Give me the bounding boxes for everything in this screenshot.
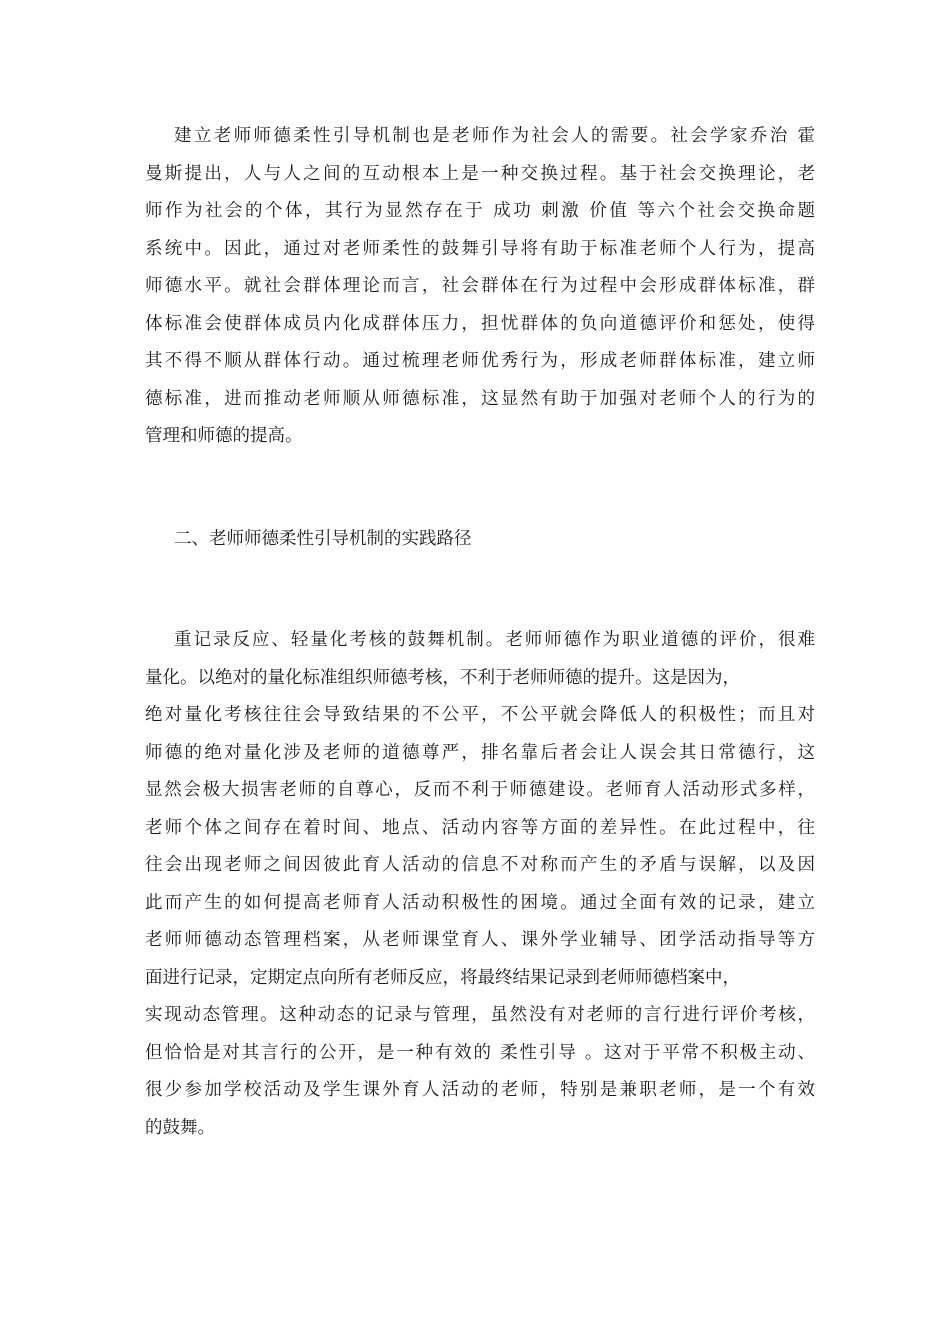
paragraph-2-line: 量化。以绝对的量化标准组织师德考核，不利于老师师德的提升。这是因为， xyxy=(145,667,740,688)
paragraph-2-line: 绝对量化考核往往会导致结果的不公平，不公平就会降低人的积极性；而且对 xyxy=(145,705,815,725)
paragraph-1 xyxy=(145,118,815,456)
paragraph-1-line: 管理和师德的提高。 xyxy=(145,426,303,446)
paragraph-1-line: 德标准，进而推动老师顺从师德标准，这显然有助于加强对老师个人的行为的 xyxy=(145,388,815,409)
paragraph-1-line: 师作为社会的个体，其行为显然存在于 成功 刺激 价值 等六个社会交换命题 xyxy=(145,201,815,221)
paragraph-2-line: 重记录反应、轻量化考核的鼓舞机制。老师师德作为职业道德的评价，很难 xyxy=(174,630,815,650)
paragraph-1-line: 师德水平。就社会群体理论而言，社会群体在行为过程中会形成群体标准，群 xyxy=(145,276,815,296)
paragraph-2-line: 但恰恰是对其言行的公开，是一种有效的 柔性引导 。这对于平常不积极主动、 xyxy=(145,1042,815,1063)
paragraph-2 xyxy=(145,622,815,1147)
paragraph-2-line: 面进行记录，定期定点向所有老师反应，将最终结果记录到老师师德档案中， xyxy=(145,967,740,988)
paragraph-2-line: 很少参加学校活动及学生课外育人活动的老师，特别是兼职老师，是一个有效 xyxy=(145,1080,815,1100)
paragraph-2-line: 的鼓舞。 xyxy=(145,1117,215,1138)
paragraph-1-line: 建立老师师德柔性引导机制也是老师作为社会人的需要。社会学家乔治 霍 xyxy=(174,126,815,146)
paragraph-2-line: 往会出现老师之间因彼此育人活动的信息不对称而产生的矛盾与误解，以及因 xyxy=(145,855,815,875)
section-heading: 二、老师师德柔性引导机制的实践路径 xyxy=(174,529,472,549)
paragraph-1-line: 其不得不顺从群体行动。通过梳理老师优秀行为，形成老师群体标准，建立师 xyxy=(145,351,815,371)
paragraph-1-line: 体标准会使群体成员内化成群体压力，担忧群体的负向道德评价和惩处，使得 xyxy=(145,313,815,334)
paragraph-2-line: 实现动态管理。这种动态的记录与管理，虽然没有对老师的言行进行评价考核， xyxy=(145,1005,815,1025)
paragraph-2-line: 显然会极大损害老师的自尊心，反而不利于师德建设。老师育人活动形式多样， xyxy=(145,780,815,800)
paragraph-2-line: 师德的绝对量化涉及老师的道德尊严，排名靠后者会让人误会其日常德行，这 xyxy=(145,742,815,763)
paragraph-2-line: 老师个体之间存在着时间、地点、活动内容等方面的差异性。在此过程中，往 xyxy=(145,817,815,838)
paragraph-1-line: 曼斯提出，人与人之间的互动根本上是一种交换过程。基于社会交换理论，老 xyxy=(145,163,815,184)
paragraph-2-line: 此而产生的如何提高老师育人活动积极性的困境。通过全面有效的记录，建立 xyxy=(145,892,815,913)
paragraph-2-line: 老师师德动态管理档案，从老师课堂育人、课外学业辅导、团学活动指导等方 xyxy=(145,930,815,950)
paragraph-1-line: 系统中。因此，通过对老师柔性的鼓舞引导将有助于标准老师个人行为，提高 xyxy=(145,238,815,259)
